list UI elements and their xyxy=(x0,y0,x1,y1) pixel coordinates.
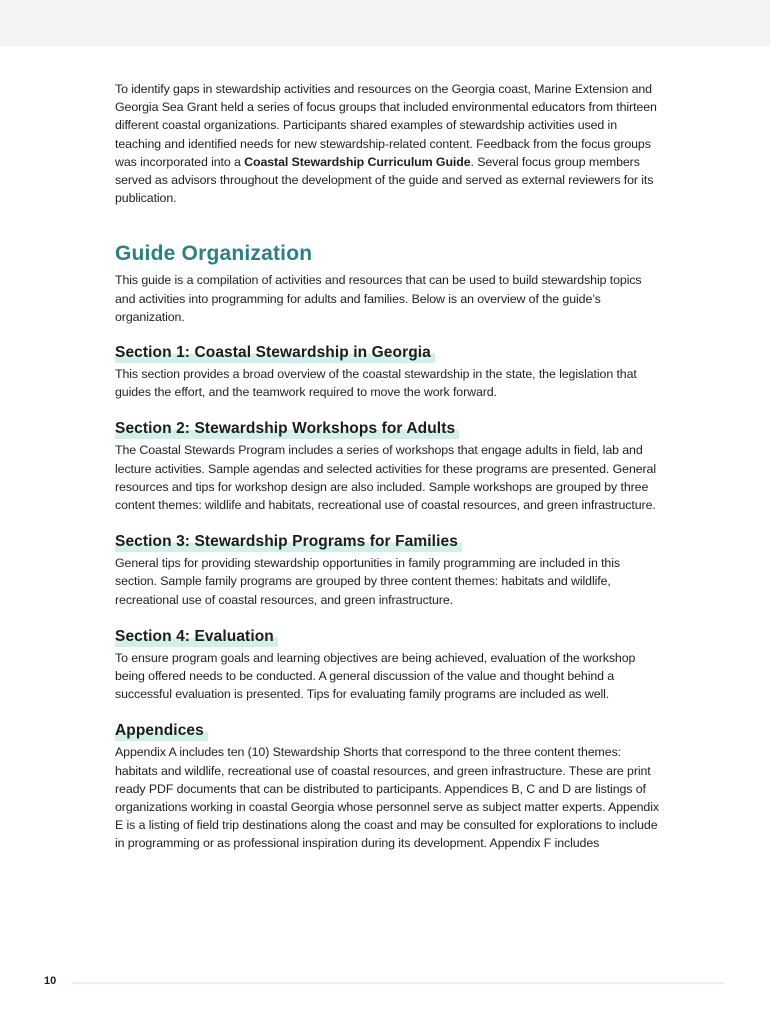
appendices-paragraph: Appendix A includes ten (10) Stewardship Shorts that correspond to the three content themes: habitats and wildlife, recreational use of coastal resources, and green infrastructure. These are print ready PDF documents that can be distributed to participants. Appendices B, C and D are listings of organizations working in coastal Georgia whose personnel serve as subject matter experts. Appendix E is a listing of field trip destinations along the coast and may be consulted for explorations to include in programming or as professional inspiration during its development. Appendix F includes xyxy=(115,745,659,851)
intro-text-end: . Several focus group members served as advisors throughout the development of the guide and served as external reviewers for its publication. xyxy=(115,154,654,206)
page-number: 10 xyxy=(44,975,57,987)
top-band xyxy=(0,0,770,46)
section-4-block xyxy=(115,626,660,704)
intro-text-start: To identify gaps in stewardship activities and resources on the Georgia coast, Marine Extension and Georgia Sea Grant held a series of focus groups that included environmental educators from thirteen different coastal organizations. Participants shared examples of stewardship activities used in teaching and identified needs for new stewardship-related content. Feedback from the focus groups was incorporated into a xyxy=(115,82,657,169)
section-4-heading: Section 4: Evaluation xyxy=(115,626,278,647)
intro-paragraph xyxy=(115,80,660,207)
section-2-paragraph: The Coastal Stewards Program includes a series of workshops that engage adults in field, lab and lecture activities. Sample agendas and selected activities for these programs are presented. General resources and tips for workshop design are also included. Sample workshops are grouped by three content themes: wildlife and habitats, recreational use of coastal resources, and green infrastructure. xyxy=(115,443,656,513)
section-3-block xyxy=(115,531,660,609)
guide-organization-heading: Guide Organization xyxy=(115,242,313,266)
section-2-block xyxy=(115,418,660,514)
section-1-heading: Section 1: Coastal Stewardship in Georgia xyxy=(115,342,435,363)
page-content xyxy=(115,80,660,853)
section-4-paragraph: To ensure program goals and learning objectives are being achieved, evaluation of the workshop being offered needs to be conducted. A general discussion of the value and thought behind a successful evaluation is presented. Tips for evaluating family programs are included as well. xyxy=(115,650,636,702)
section-3-paragraph: General tips for providing stewardship opportunities in family programming are included in this section. Sample family programs are grouped by three content themes: habitats and wildlife, recreational use of coastal resources, and green infrastructure. xyxy=(115,556,620,607)
appendices-block xyxy=(115,720,660,852)
section-2-heading: Section 2: Stewardship Workshops for Adults xyxy=(115,418,459,439)
section-3-heading: Section 3: Stewardship Programs for Families xyxy=(115,531,462,552)
section-1-paragraph: This section provides a broad overview of the coastal stewardship in the state, the legislation that guides the effort, and the teamwork required to move the work forward. xyxy=(115,367,637,400)
guide-name-bold: Coastal Stewardship Curriculum Guide xyxy=(244,154,471,169)
guide-organization-paragraph: This guide is a compilation of activities and resources that can be used to build stewardship topics and activities into programming for adults and families. Below is an overview of the guide’s organization. xyxy=(115,273,642,324)
footer-rule xyxy=(72,982,725,984)
section-1-block xyxy=(115,342,660,401)
appendices-heading: Appendices xyxy=(115,720,208,741)
